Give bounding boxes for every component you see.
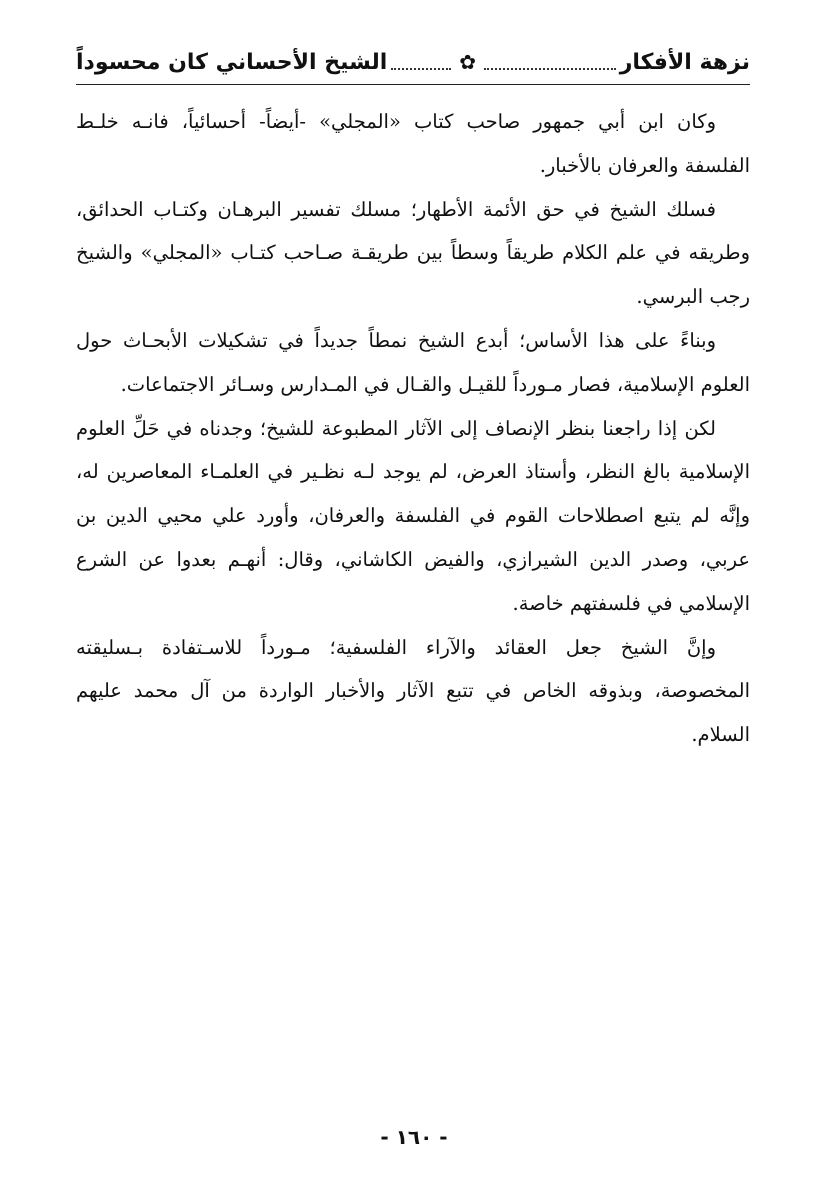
paragraph-3: وبناءً على هذا الأساس؛ أبدع الشيخ نمطاً جديداً في تشكيلات الأبحـاث حول العلوم الإسلامية، فصار مـورداً للقيـل والقـال في المـدارس وسـائر الاجتماعات. [76, 328, 750, 396]
page-number: - ١٦٠ - [380, 1125, 448, 1149]
header-rule [76, 84, 750, 85]
body-text [76, 100, 750, 757]
book-title: نزهة الأفكار [619, 49, 750, 75]
paragraph-5: وإنَّ الشيخ جعل العقائد والآراء الفلسفية؛ مـورداً للاسـتفادة بـسليقته المخصوصة، وبذوقه الخاص في تتبع الآثار والأخبار الواردة من آل محمد عليهم السلام. [76, 635, 750, 747]
flower-ornament-icon: ✿ [459, 50, 477, 74]
running-header [76, 42, 750, 82]
leader-dots-short [391, 54, 451, 70]
leader-dots [484, 54, 616, 70]
chapter-title: الشيخ الأحساني كان محسوداً [76, 49, 388, 75]
header-left [76, 50, 620, 75]
paragraph-4: لكن إذا راجعنا بنظر الإنصاف إلى الآثار المطبوعة للشيخ؛ وجدناه في حَلِّ العلوم الإسلامية بالغ النظر، وأستاذ العرض، لم يوجد لـه نظـير في العلمـاء المعاصرين له، وإنَّه لم يتبع اصطلاحات القوم في الفلسفة والعرفان، وأورد علي محيي الدين بن عربي، وصدر الدين الشيرازي، والفيض الكاشاني، وقال: أنهـم بعدوا عن الشرع الإسلامي في فلسفتهم خاصة. [76, 416, 750, 615]
paragraph-2: فسلك الشيخ في حق الأئمة الأطهار؛ مسلك تفسير البرهـان وكتـاب الحدائق، وطريقه في علم الكلام طريقاً وسطاً بين طريقـة صـاحب كتـاب «المجلي» والشيخ رجب البرسي. [76, 197, 750, 309]
paragraph-1: وكان ابن أبي جمهور صاحب كتاب «المجلي» -أيضاً- أحسائياً، فانـه خلـط الفلسفة والعرفان بالأخبار. [76, 110, 750, 177]
